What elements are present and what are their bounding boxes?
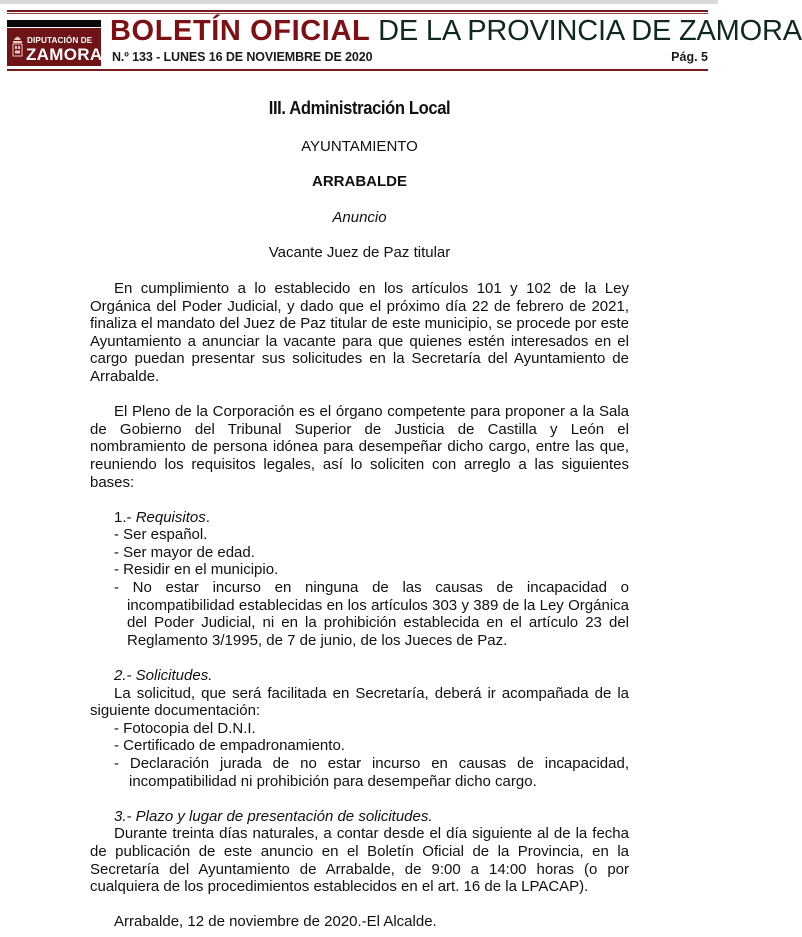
section-title: III. Administración Local bbox=[268, 98, 451, 118]
base1-title: Requisitos bbox=[135, 508, 206, 526]
page-number: Pág. 5 bbox=[671, 50, 708, 64]
base1-heading bbox=[90, 509, 629, 527]
paragraph-intro: En cumplimiento a lo establecido en los artículos 101 y 102 de la Ley Orgánica del Poder Judicial, y dado que el próximo día 22 de febrero de 2021, finaliza el mandato del Juez de Paz titular de este municipio, se procede por este Ayuntamiento a anunciar la vacante para que quienes estén interesados en el cargo puedan presentar sus solicitudes en la Secretaría del Ayuntamiento de Arrabalde. bbox=[90, 279, 629, 385]
base3-text: Durante treinta días naturales, a contar desde el día siguiente al de la fecha de publicación de este anuncio en el Boletín Oficial de la Provincia, en la Secretaría del Ayuntamiento de Arrabalde, de 9:00 a 14:00 horas (o por cualquiera de los procedimientos establecidos en el art. 16 de la LPACAP). bbox=[90, 825, 629, 896]
bulletin-title-province: DE LA PROVINCIA DE ZAMORA bbox=[370, 15, 802, 47]
header-black-bar bbox=[7, 20, 101, 27]
paragraph-pleno: El Pleno de la Corporación es el órgano competente para proponer a la Sala de Gobierno del Tribunal Superior de Justicia de Castilla y León el nombramiento de persona idónea para desempeñar dicho cargo, entre las que, reuniendo los requisitos legales, así lo soliciten con arreglo a las siguientes bases: bbox=[90, 403, 629, 491]
document-item: - Fotocopia del D.N.I. bbox=[114, 719, 256, 737]
base2-heading: 2.- Solicitudes. bbox=[114, 667, 213, 685]
document-type: Anuncio bbox=[332, 208, 387, 226]
requirement-item: - Ser mayor de edad. bbox=[114, 543, 255, 561]
document-item: - Certificado de empadronamiento. bbox=[114, 737, 345, 755]
announcement-body bbox=[90, 100, 629, 931]
logo-line2: ZAMORA bbox=[26, 45, 103, 64]
header-bottom-rule bbox=[7, 69, 708, 71]
entity-name: AYUNTAMIENTO bbox=[301, 137, 418, 155]
base1-number: 1.- bbox=[114, 508, 136, 526]
document-subject: Vacante Juez de Paz titular bbox=[268, 244, 451, 262]
base3-heading: 3.- Plazo y lugar de presentación de solicitudes. bbox=[114, 807, 433, 825]
requirement-item: - Residir en el municipio. bbox=[114, 561, 279, 579]
coat-of-arms-icon bbox=[12, 36, 23, 58]
base1-title-suffix: . bbox=[205, 508, 210, 526]
logo-line1: DIPUTACIÓN DE bbox=[27, 36, 93, 45]
top-bar bbox=[0, 0, 718, 4]
document-item: - Declaración jurada de no estar incurso en causas de incapacidad, incompatibilidad ni prohibición para desempeñar dicho cargo. bbox=[114, 755, 629, 790]
requirement-item: - No estar incurso en ninguna de las causas de incapacidad o incompatibilidad establecidas en los artículos 303 y 389 de la Ley Orgánica del Poder Judicial, ni en la prohibición establecida en el artículo 23 del Reglamento 3/1995, de 7 de junio, de los Jueces de Paz. bbox=[114, 579, 629, 649]
diputacion-logo bbox=[7, 28, 101, 66]
base2-intro: La solicitud, que será facilitada en Secretaría, deberá ir acompañada de la siguiente documentación: bbox=[90, 684, 629, 720]
signature-line: Arrabalde, 12 de noviembre de 2020.-El Alcalde. bbox=[114, 913, 437, 931]
bulletin-title-main: BOLETÍN OFICIAL bbox=[110, 15, 371, 47]
bulletin-title bbox=[110, 14, 802, 48]
requirement-item: - Ser español. bbox=[114, 526, 208, 544]
town-name: ARRABALDE bbox=[312, 173, 407, 191]
issue-line: N.º 133 - LUNES 16 DE NOVIEMBRE DE 2020 bbox=[112, 50, 373, 64]
